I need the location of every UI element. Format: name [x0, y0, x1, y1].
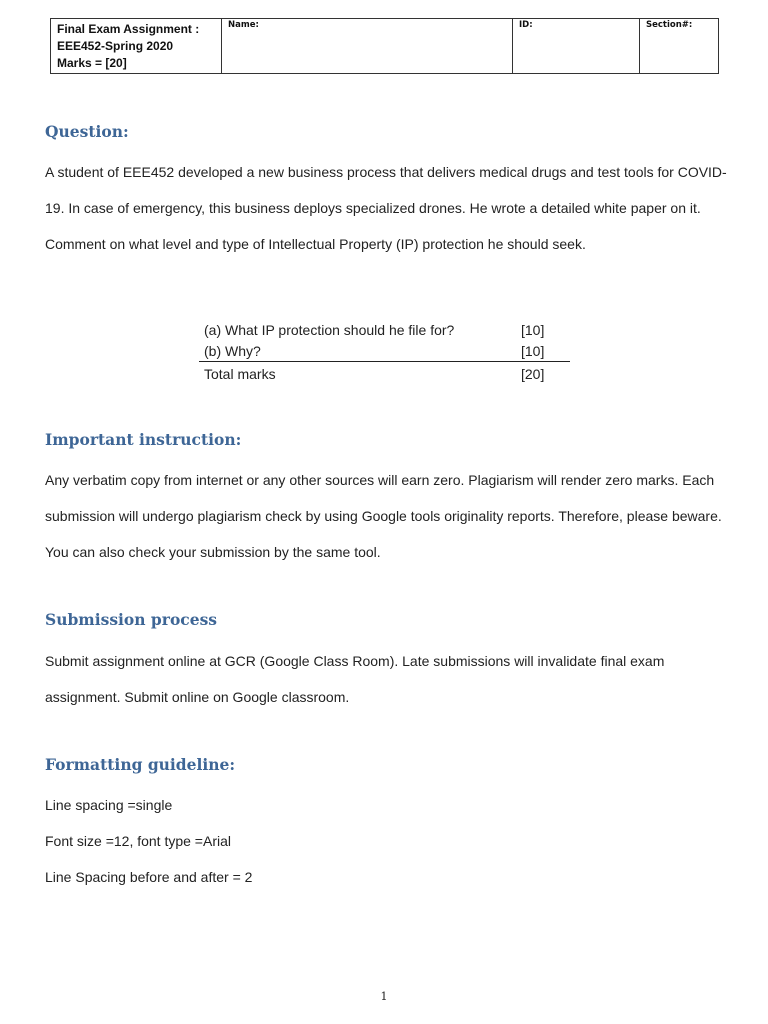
id-label: ID: [519, 20, 533, 30]
formatting-line: Line spacing =single [45, 797, 173, 813]
exam-marks: Marks = [20] [57, 56, 127, 70]
marks-table [199, 319, 570, 386]
exam-header-table [50, 18, 719, 74]
section-field[interactable] [640, 19, 719, 74]
total-marks-label: Total marks [199, 362, 516, 387]
question-heading: Question: [45, 122, 129, 141]
formatting-line: Font size =12, font type =Arial [45, 833, 231, 849]
marks-row-label: (a) What IP protection should he file for? [204, 321, 455, 338]
exam-title-cell [51, 19, 222, 74]
name-label: Name: [228, 20, 259, 30]
id-field[interactable] [513, 19, 640, 74]
marks-row-value: [10] [521, 321, 545, 338]
question-text: A student of EEE452 developed a new business process that delivers medical drugs and test tools for COVID-19. In case of emergency, this business deploys specialized drones. He wrote a detailed white paper on it. Comment on what level and type of Intellectual Property (IP) protection he should seek. [45, 164, 727, 252]
section-label: Section#: [646, 20, 693, 30]
marks-row [199, 319, 570, 340]
course-semester: EEE452-Spring 2020 [57, 39, 174, 53]
page-number: 1 [380, 990, 388, 1003]
marks-row-label: (b) Why? [204, 342, 261, 359]
name-field[interactable] [222, 19, 513, 74]
submission-heading: Submission process [45, 610, 218, 629]
exam-title: Final Exam Assignment : [57, 22, 200, 36]
marks-row-value: [10] [521, 342, 545, 359]
formatting-line: Line Spacing before and after = 2 [45, 869, 253, 885]
submission-text: Submit assignment online at GCR (Google Class Room). Late submissions will invalidate final exam assignment. Submit online on Google classroom. [45, 653, 665, 705]
marks-row [199, 340, 570, 362]
marks-total-row [199, 362, 570, 387]
instruction-heading: Important instruction: [45, 430, 242, 449]
formatting-heading: Formatting guideline: [45, 755, 236, 774]
total-marks-value: [20] [516, 362, 570, 387]
instruction-text: Any verbatim copy from internet or any other sources will earn zero. Plagiarism will render zero marks. Each submission will undergo plagiarism check by using Google tools originality reports. Therefore, please beware. You can also check your submission by the same tool. [45, 472, 722, 560]
